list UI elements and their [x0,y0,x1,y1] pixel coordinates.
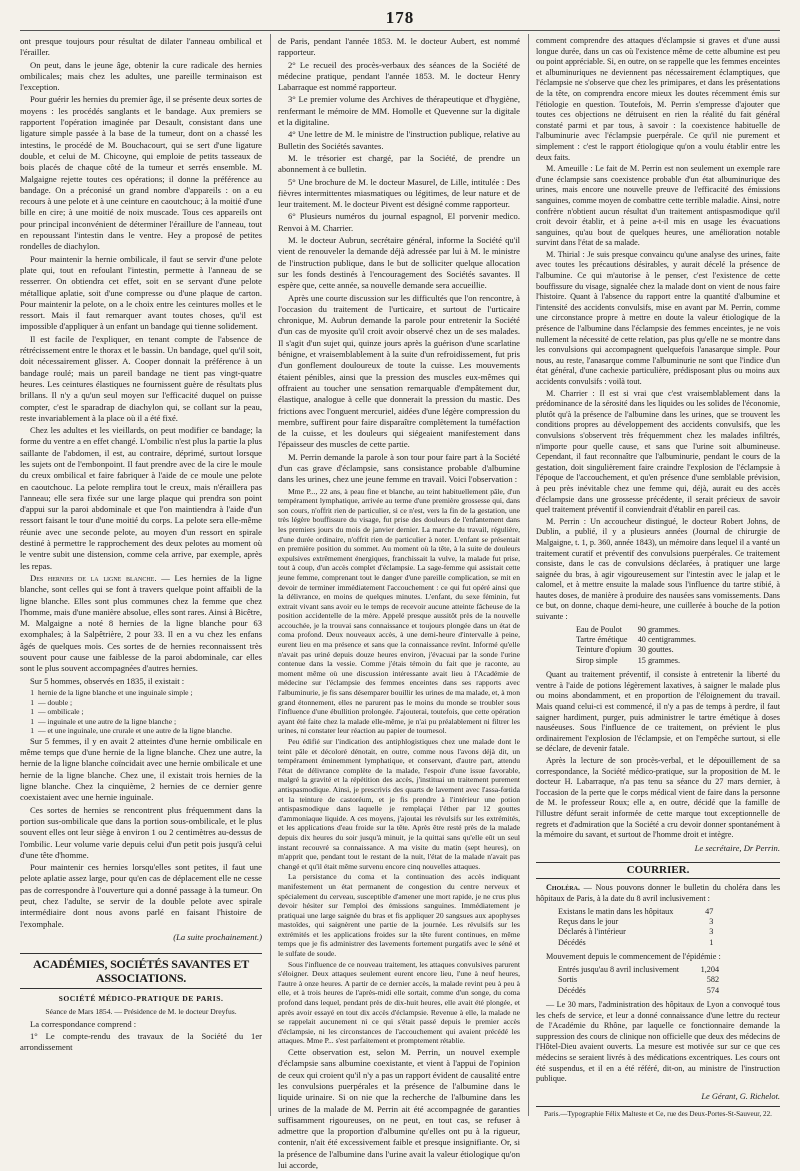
paragraph: M. le docteur Aubrun, secrétaire général, informe la Société qu'il vient de renouveler la demande déjà adressée par lui à M. le ministre de l'instruction publique, dans le but de solliciter quelque allocation sur les fonds destinés à l'encouragement des Sociétés savantes. Il espère que, cette année, sa nouvelle demande sera accueillie. [278,235,520,291]
paragraph: M. Perrin demande la parole à son tour pour faire part à la Société d'un cas grave d'éclampsie, sans consistance probable d'albumine dans les urines, chez une jeune femme en travail. Voici l'observation : [278,451,520,485]
cholera-daily-table [558,907,719,949]
ingredient: Eau de Poulot [576,624,622,634]
prescription-table [576,625,702,667]
paragraph: M. Ameuille : Le fait de M. Perrin est non seulement un exemple rare d'une éclampsie sans coexistence probable d'un état albuminurique des urines, mais encore une nouvelle preuve de l'efficacité des émissions sanguines, comme moyen de combattre cette terrible maladie. Ainsi, notre confrère n'obtient aucun résultat d'un traitement antispasmodique qu'il croit devoir établir, et à peine a-t-il mis en usage les évacuations sanguines, qu'au bout de quelques heures, une amélioration notable survint dans l'état de sa malade. [536,164,780,248]
prescription-row [576,635,702,645]
page-number: 178 [385,8,415,27]
stat-label: Sortis [558,975,578,985]
stat-row [558,907,719,917]
stat-row [558,975,725,985]
cholera-text: — Nous pouvons donner le bulletin du choléra dans les hôpitaux de Paris, à la date du 8 avril inclusivement : [536,883,781,903]
prescription-row [576,645,702,655]
paragraph: Quant au traitement préventif, il consiste à entretenir la liberté du ventre à l'aide de potions légèrement laxatives, à saigner le malade plus ou moins abondamment, et en proportion de l'éloignement du travail. Mais quand celui-ci est commencé, il n'y a pas de temps à perdre, il faut saigner hardiment, purger, puis administrer le tartre émétique à doses nauséeuses. Sous l'influence de ce traitement, on prévient le plus ordinairement l'explosion de l'éclampsie, et on l'empêche surtout, si elle se déclare, de devenir fatale. [536,670,780,754]
column-separator [528,34,529,1116]
list-item [20,726,262,736]
list-intro: Sur 5 hommes, observés en 1835, il existait : [30,675,185,686]
column-separator [270,34,271,1116]
cholera-total-table [558,965,725,996]
list-count: 1 [30,687,34,697]
paragraph: Pour maintenir ces hernies lorsqu'elles sont petites, il faut une pelote aplatie assez large, pour qu'en cas de déplacement elle ne cesse pas de correspondre à l'ouverture qui a donné passage à la tumeur. On peut, chez l'adulte, se servir de la double pelote avec spirale intermédiaire dont nous avons parlé en faisant l'histoire de l'exomphale. [20,862,262,929]
paragraph: — Le 30 mars, l'administration des hôpitaux de Lyon a convoqué tous les chefs de service, et leur a donné connaissance d'une lettre du recteur de l'Académie du Rhône, par laquelle ce fonctionnaire demande la suppression des cours de clinique non officielle que deux des médecins de l'Hôtel-Dieu avaient ouverts. La mesure est motivée sur sur ce que ces médecins se seraient livrés à des médications excentriques. Les cours ont été suspendus, et il en a été référé, dit-on, au ministre de l'instruction publique. [536,1000,780,1084]
list-count: 1 [30,697,34,707]
stat-row [558,986,725,996]
stat-value: 47 [705,906,714,916]
list-text: hernie de la ligne blanche et une inguinale simple ; [38,687,193,697]
stat-row [558,938,719,948]
stat-row [558,965,725,975]
list-text: — inguinale et une autre de la ligne blanche ; [38,716,177,726]
stat-label: Décédés [558,937,586,947]
paragraph: La correspondance comprend : [30,1018,137,1029]
section-text: — Les hernies de la ligne blanche, sont celles qui se font à travers quelque point affaibli de la ligne blanche. Elles sont plus communes chez la femme que chez l'homme, mais d'une manière absolue, elles sont rares. Ainsi à Bicêtre, M. Malgaigne a noté 8 hernies de la ligne blanche pour 63 exomphales; à la Salpêtrière, 2 pour 33. Il en a vu chez les enfans âgés de quelques mois. Ces sortes de de hernies reconnaissent très souvent pour cause une faiblesse de la paroi abdominale, car elles sont le plus souvent accompagnées d'autres hernies. [20,572,262,674]
list-item [20,717,262,727]
stat-row [558,927,719,937]
paragraph: comment comprendre des attaques d'éclampsie si graves et d'une aussi longue durée, dans un cas où l'existence même de cette albumine est peu ou point appréciable. Si, en outre, on se rappelle que les femmes enceintes et albuminuriques ne deviennent pas nécessairement éclamptiques, que l'éclampsie ne s'observe que chez les primipares, et dans les présentations de la tête, on comprendra encore mieux les doutes récemment émis sur l'étiologie en question. Toutefois, M. Perrin s'empresse d'ajouter que toutes ces objections ne détruisent en rien la réalité du fait général constaté parmi et par tous, à savoir : la coexistence habituelle de l'albuminurie avec l'éclampsie puerpérale. Ce qu'il nie purement et simplement : c'est le rapport étiologique qu'on a voulu établir entre les deux faits. [536,36,780,162]
paragraph: 1° Le compte-rendu des travaux de la Société du 1er arrondissement [20,1031,262,1053]
quantity: 30 gouttes. [637,645,674,655]
academies-heading: ACADÉMIES, SOCIÉTÉS SAVANTES ET ASSOCIATIONS. [20,953,262,989]
courrier-heading: COURRIER. [536,862,780,879]
prescription-row [576,656,702,666]
ingredient: Sirop simple [576,655,618,665]
paragraph: 6° Plusieurs numéros du journal espagnol, El porvenir medico. Renvoi à M. Charrier. [278,211,520,233]
section-paragraph [20,573,262,675]
paragraph: Sur 5 femmes, il y en avait 2 atteintes d'une hernie ombilicale en même temps que d'une hernie de la ligne blanche. Chez une autre, la hernie de la ligne blanche coïncidait avec une hernie ombilicale et une hernie de la ligne blanche. Chez une, il existait trois hernies de la ligne blanche. Chez la cinquième, 2 hernies de ce dernier genre coexistaient avec une hernie inguinale. [20,735,262,803]
stat-value: 3 [709,927,714,937]
secretary-signature: Le secrétaire, Dr Perrin. [694,842,780,853]
observation-paragraph: Sous l'influence de ce nouveau traitement, les attaques convulsives parurent s'éloigner. Deux attaques seulement eurent encore lieu, l'une à neuf heures, l'autre à onze heures. A partir de ce dernier accès, la malade revint peu à peu à elle, et à trois heures de l'après-midi elle sortait, comme d'un songe, du coma profond dans lequel, pendant près de dix-huit heures, elle avait été plongée, et après avoir essayé en tout dix accès d'éclampsie. Revenue à elle, la malade ne se rappelait aucunement ni ce qui s'était passé depuis le premier accès d'éclampsie, ni les circonstances de l'accouchement qui avaient précédé les attaques. Mme P... s'est parfaitement et promptement rétablie. [278,959,520,1046]
stat-label: Existans le matin dans les hôpitaux [558,906,674,916]
observation-paragraph: Mme P..., 22 ans, à peau fine et blanche, au teint habituellement pâle, d'un tempérament lymphatique, arrivée au terme d'une première grossesse qui, dans son cours, n'offrit rien de particulier, si ce n'est, vers la fin de la gestation, une très légère bouffissure du visage, fut prise des douleurs de l'enfantement dans les premiers jours du mois de janvier dernier. La marche du travail, régulière, d'une durée ordinaire, n'offrit rien de particulier à noter. L'enfant se présentait en première position du sommet. Au moment où la tête, à la suite de douleurs expulsives extrêmement énergiques, franchissait la vulve, la malade fut prise, tout à coup, d'un accès complet d'éclampsie. La sage-femme qui assistait cette jeune femme, comprenant tout le danger d'une pareille complication, se mit en devoir de terminer immédiatement l'accouchement : ce qui fut opéré ainsi que la délivrance, en moins de quelques minutes. L'enfant, du sexe féminin, fut extrait vivant sans avoir eu le temps de recevoir aucune atteinte fâcheuse de la position accidentelle de la mère. Appelé presque aussitôt près de la nouvelle accouchée, je la trouvai sans connaissance et toujours plongée dans un état de coma profond. Deux nouveaux accès, à une demi-heure d'intervalle à peine, eurent lieu en ma présence et sans que la connaissance revînt. Informé qu'elle n'avait pas uriné depuis douze heures environ, j'évacuai par la sonde l'urine contenue dans la vessie. Comme j'étais témoin du fait que je raconte, au moment même où une discussion intéressante avait lieu à l'Académie de médecine sur l'éclampsie des femmes enceintes dans ses rapports avec l'albuminurie, je fis sans désemparer bouillir les urines de ma malade, et, à mon grand étonnement, elles ne parurent pas le moins du monde se troubler sous l'influence d'une ébullition prolongée. J'ajouterai, toutefois, que cette opération ayant été faite chez la malade elle-même, je n'ai pu préalablement ni filtrer les urines, ni constater leur réaction au papier de tournesol. [278,486,520,736]
printer-imprint: Paris.—Typographie Félix Malteste et Ce, rue des Deux-Portes-St-Sauveur, 22. [536,1106,780,1120]
list-item [20,688,262,698]
ingredient: Teinture d'opium [576,645,632,655]
column-1 [20,36,262,1111]
paragraph: M. Perrin : Un accoucheur distingué, le docteur Robert Johns, de Dublin, a publié, il y a plusieurs années (Journal de chirurgie de Malgaigne, t. 1, p. 360, année 1843), un mémoire dans lequel il a vanté un traitement curatif et préventif des convulsions puerpérales. Ce traitement consiste, dans le cas de convulsions déclarées, à pratiquer une large saignée du bras, à agir vigoureusement sur l'intestin avec le jalap et le calomel, et à mettre ensuite la malade sous l'influence du tartre stibié, à hautes doses, de manière à produire des nausées sans vomissements. Dans ce but, on donne, chaque demi-heure, une cuillerée à bouche de la potion suivante : [536,516,780,622]
quantity: 15 grammes. [637,655,680,665]
paragraph: M. Charrier : Il est si vrai que c'est vraisemblablement dans la prédominance de la sérosité dans les liquides ou les solides de l'économie, plutôt qu'à la présence de l'albumine dans les urines, que se trouvent les conditions propres au développement des accidents convulsifs, que les convulsions s'observent très fréquemment chez les malades infiltrés, n'importe pour quelle cause, et sans que l'urine soit albumineuse. Cependant, il faut reconnaître que l'albuminurie, pendant le cours de la gestation, doit singulièrement faire craindre l'explosion de l'éclampsie à l'époque de l'accouchement, et qu'en présence d'une semblable prévision, à peu près inévitable chez une femme qui, déjà, aurait eu des accès d'éclampsie dans une grossesse précédente, il serait précieux de savoir quel traitement préventif il conviendrait d'établir en pareil cas. [536,388,780,515]
stat-row [558,917,719,927]
cholera-lead: Choléra. [546,883,580,893]
paragraph: Ces sortes de hernies se rencontrent plus fréquemment dans la portion sus-ombilicale que dans la portion sous-ombilicale, et le plus souvent elles ont leur siège à environ 1 ou 2 centimètres au-dessus de l'ombilic. Leur volume varie depuis celui d'un petit pois jusqu'à celui d'une tête d'homme. [20,804,262,860]
paragraph: Cette observation est, selon M. Perrin, un nouvel exemple d'éclampsie sans albumine coexistante, et vient à l'appui de l'opinion de ceux qui croient qu'il n'y a pas un rapport évident de causalité entre les convulsions puerpérales et la présence de l'albumine dans le liquide urinaire. Si on nie que la recherche de l'albumine dans les urines de la malade de M. Perrin ait été accompagnée de garanties suffisamment rigoureuses, on ne peut, en tout cas, se refuser à admettre que la proportion d'albumine qu'elles ont pu à la rigueur, contenir, n'ait été excessivement faible et presque insignifiante. Or, si la présence de l'albumine dans l'urine avait la valeur étiologique qu'on lui accorde, [278,1047,520,1170]
quantity: 90 grammes. [637,624,680,634]
prescription-row [576,625,702,635]
movement-line: Mouvement depuis le commencement de l'épidémie : [546,952,721,962]
paragraph: Chez les adultes et les vieillards, on peut modifier ce bandage; la forme du ventre a en effet changé. L'ombilic n'est plus la partie la plus saillante de l'abdomen, il est, au contraire, déprimé, surtout lorsque les sujets ont de l'embonpoint. Il faut prendre avec de la cire le moule du creux ombilical et faire fabriquer à l'aide de ce moule une pelote en caoutchouc. La pelote remplira tout le creux, mais n'éraillera pas l'anneau; elle sera fixée sur une large plaque qui prendra son point d'appui sur la paroi abdominale et que l'on maintiendra à l'aide d'un ressort faisant le tour d'une moitié du corps. La pelote sera elle-même réunie avec une seconde pelote, au moyen d'un ressort en spirale destiné à permettre le rapprochement des deux pelotes au moment où le ventre subit une distension, comme cela arrive, par exemple, après les repas. [20,425,262,571]
quantity: 40 centigrammes. [637,635,696,645]
paragraph: Pour guérir les hernies du premier âge, il se présente deux sortes de moyens : les procédés sanglants et le bandage. Aux premiers se rapportent l'opération imaginée par Desault, consistant dans une ligature simple passée à la base de la tumeur, dont on a chassé les intestins, le procédé de M. Bouchacourt, qui se sert d'une ligature double, et celui de M. Chicoyne, qui emploie de petits tasseaux de bois placés de chaque côté de la tumeur et serrés ensemble. M. Malgaigne rejette toutes ces opérations; il donne la préférence au bandage. On a préconisé un grand nombre d'appareils : on a eu recours à une pelote et à une ceinture en caoutchouc; à la moitié d'une bille en cire; à une moitié de noix muscade. Tous ces appareils ont pour principal inconvénient de déterminer l'éraillure de l'anneau, tout en repoussant l'intestin dans le ventre. Hey a proposé de petites rondelles de diachylon. [20,94,262,252]
session-line: Séance de Mars 1854. — Présidence de M. le docteur Dreyfus. [45,1006,237,1016]
paragraph: Pour maintenir la hernie ombilicale, il faut se servir d'une pelote plate qui, tout en refoulant l'intestin, permette à l'anneau de se resserrer. On obtiendra cet effet, soit en se servant d'une pelote métallique aplatie, soit d'une compresse ou d'une plaque de carton. Pour maintenir la pelote, on a le choix entre les ceintures molles et le ressort. Mais il faut remarquer avant toutes choses, qu'il est impossible d'appliquer à un enfant un bandage qui tienne solidement. [20,253,262,332]
paragraph: On peut, dans le jeune âge, obtenir la cure radicale des hernies ombilicales; mais chez les adultes, une pareille terminaison est l'exception. [20,59,262,93]
paragraph: de Paris, pendant l'année 1853. M. le docteur Aubert, est nommé rapporteur. [278,36,520,58]
section-lead: Des hernies de la ligne blanche. [30,572,157,583]
paragraph: M. Thirial : Je suis presque convaincu qu'une analyse des urines, faite avec toutes les précautions désirables, y aurait décelé la présence de l'albumine. Ce qui m'autorise à le penser, c'est l'existence de cette bouffissure du visage, signalée chez la malade dont on vient de nous faire l'histoire. Quant à l'absence du rapport entre la quantité d'albumine et l'intensité des accidents convulsifs, mise en avant par M. Perrin, comme une circonstance propre à mettre en doute la valeur étiologique de la présence de l'albumine dans l'éclampsie des femmes enceintes, je ne vois nullement la nécessité de cette relation, pas plus qu'elle ne se montre dans les convulsions qui accompagnent quelquefois l'anasarque simple. Pour nous, au reste, l'anasarque comme l'albuminurie ne sont que l'indice d'un état général, d'une cachexie particulière, prédisposant plus ou moins aux accidents convulsifs : voilà tout. [536,249,780,386]
gerant-signature: Le Gérant, G. Richelot. [701,1091,780,1101]
paragraph: 2° Le recueil des procès-verbaux des séances de la Société de médecine pratique, pendant l'année 1853. M. le docteur Henry Labarraque est nommé rapporteur. [278,59,520,93]
list-text: — et une inguinale, une crurale et une autre de la ligne blanche. [38,726,232,736]
list-item [20,707,262,717]
list-item [20,698,262,708]
column-2 [278,36,520,1170]
column-3 [536,36,781,1119]
stat-value: 1,204 [700,964,720,974]
list-count: 1 [30,716,34,726]
list-count: 1 [30,707,34,717]
stat-label: Décédés [558,985,586,995]
paragraph: ont presque toujours pour résultat de dilater l'anneau ombilical et l'érailler. [20,36,262,58]
stat-label: Déclarés à l'intérieur [558,927,626,937]
paragraph: 3° Le premier volume des Archives de thérapeutique et d'hygiène, renfermant le mémoire de MM. Homolle et Quevenne sur la digitale et la digitaline. [278,94,520,128]
stat-value: 1 [709,937,714,947]
list-count: 1 [30,726,34,736]
paragraph: Après une courte discussion sur les difficultés que l'on rencontre, à l'occasion du traitement de l'urticaire, et surtout de l'urticaire chronique, M. Aubrun demande la parole pour entretenir la Société d'un cas de myosite qu'il croit avoir observé chez un de ses malades. Il s'agit d'un sujet qui, quinze jours après la guérison d'une scarlatine bénigne, et vraisemblablement à la suite d'un refroidissement, fut pris d'un gonflement douloureux de toute la cuisse. Les mouvements étaient pénibles, ainsi que la pression des muscles eux-mêmes qui offraient au toucher une sensation remarquable d'empâtement dur, élastique, analogue à celle que donnerait la pression du mastic. Des frictions avec l'onguent mercuriel, aidées d'une légère compression du membre, suffirent pour faire disparaître complètement la tuméfaction de la cuisse, et les douleurs qui siégeaient manifestement dans l'épaisseur des muscles de cette partie. [278,292,520,450]
stat-label: Entrés jusqu'au 8 avril inclusivement [558,964,680,974]
list-text: — double ; [38,697,73,707]
cholera-paragraph [536,883,780,904]
paragraph: 5° Une brochure de M. le docteur Masurel, de Lille, intitulée : Des fièvres intermittentes miasmatiques ou légitimes, de leur nature et de leur traitement. M. le docteur Pivent est désigné comme rapporteur. [278,176,520,210]
society-heading: SOCIÉTÉ MÉDICO-PRATIQUE DE PARIS. [58,994,224,1004]
stat-value: 574 [706,985,720,995]
list-text: — ombilicale ; [38,707,84,717]
stat-value: 3 [709,916,714,926]
stat-value: 582 [706,975,720,985]
paragraph: Après la lecture de son procès-verbal, et le dépouillement de sa correspondance, la Société médico-pratique, sur la proposition de M. le docteur H. Labarraque, n'a pas tenu sa séance du 27 mars dernier, à l'occasion de la perte que le corps médical vient de faire dans la personne de M. le professeur Roux; elle a, en outre, décidé que la famille de l'illustre défunt serait informée de cette marque tout exceptionnelle de regrets et d'admiration que la Société a cru devoir donner spontanément à la mémoire du savant, et surtout de l'homme droit et intègre. [536,756,780,840]
paragraph: Il est facile de l'expliquer, en tenant compte de l'absence de rétrécissement entre le thorax et le bassin. Un bandage, quel qu'il soit, doit nécessairement glisser. A. Cooper donnait la préférence à un bandage roulé; mais un pareil bandage ne tient pas vingt-quatre heures. Les ceintures élastiques ne fournissent guère de résultats plus brillans. Il n'y a qu'un seul moyen sur l'efficacité duquel on puisse compter, c'est le sparadrap de diachylon qui, se collant sur la peau, reste invariablement à la place où il a été fixé. [20,333,262,423]
paragraph: 4° Une lettre de M. le ministre de l'instruction publique, relative au Bulletin des Sociétés savantes. [278,129,520,151]
paragraph: M. le trésorier est chargé, par la Société, de prendre un abonnement à ce bulletin. [278,152,520,175]
hernia-list [20,688,262,736]
top-rule [20,30,780,31]
observation-paragraph: La persistance du coma et la continuation des accès indiquant manifestement un état permanent de congestion du centre nerveux et spécialement du cerveau, susceptible d'amener une mort rapide, je ne crus plus devoir hésiter sur l'emploi des émissions sanguines. Immédiatement je pratiquai une large saignée du bras et fis appliquer 20 sangsues aux apophyses mastoïdes, qui saignèrent une partie de la journée. Les révulsifs sur les extrémités et les applications froides sur la tête furent continues, en même temps que je fis administrer des lavements fortement purgatifs avec le séné et le sulfate de soude. [278,872,520,959]
ingredient: Tartre émétique [576,635,628,645]
stat-label: Reçus dans le jour [558,916,619,926]
to-be-continued: (La suite prochainement.) [173,931,262,942]
observation-paragraph: Peu édifié sur l'indication des antiphlogistiques chez une malade dont le teint pâle et décoloré dénotait, en outre, comme nous l'avons déjà dit, un tempérament éminemment lymphatique, et conservant, d'autre part, attendu l'état de délivrance complète de la malade, l'espoir d'une issue favorable, malgré la gravité et la répétition des accès, j'instituai un traitement purement antispasmodique. Ainsi, je prescrivis des quarts de lavement avec l'assa-fœtida et la teinture de castoréum, et je fis prendre à l'intérieur une potion antispasmodique dans laquelle je remplaçai l'éther par 12 gouttes d'ammoniaque liquide. A ces moyens, j'ajoutai les révulsifs sur les extrémités, et les applications d'eau froide sur la tête. Après être resté près de la malade depuis dix heures du soir jusqu'à minuit, je la quittai sans qu'elle eût un seul instant recouvré sa connaissance. A ma visite du matin (sept heures), on m'apprit que, pendant tout le restant de la nuit, l'état de la malade n'avait pas changé et qu'il était même survenu encore cinq nouvelles attaques. [278,737,520,871]
